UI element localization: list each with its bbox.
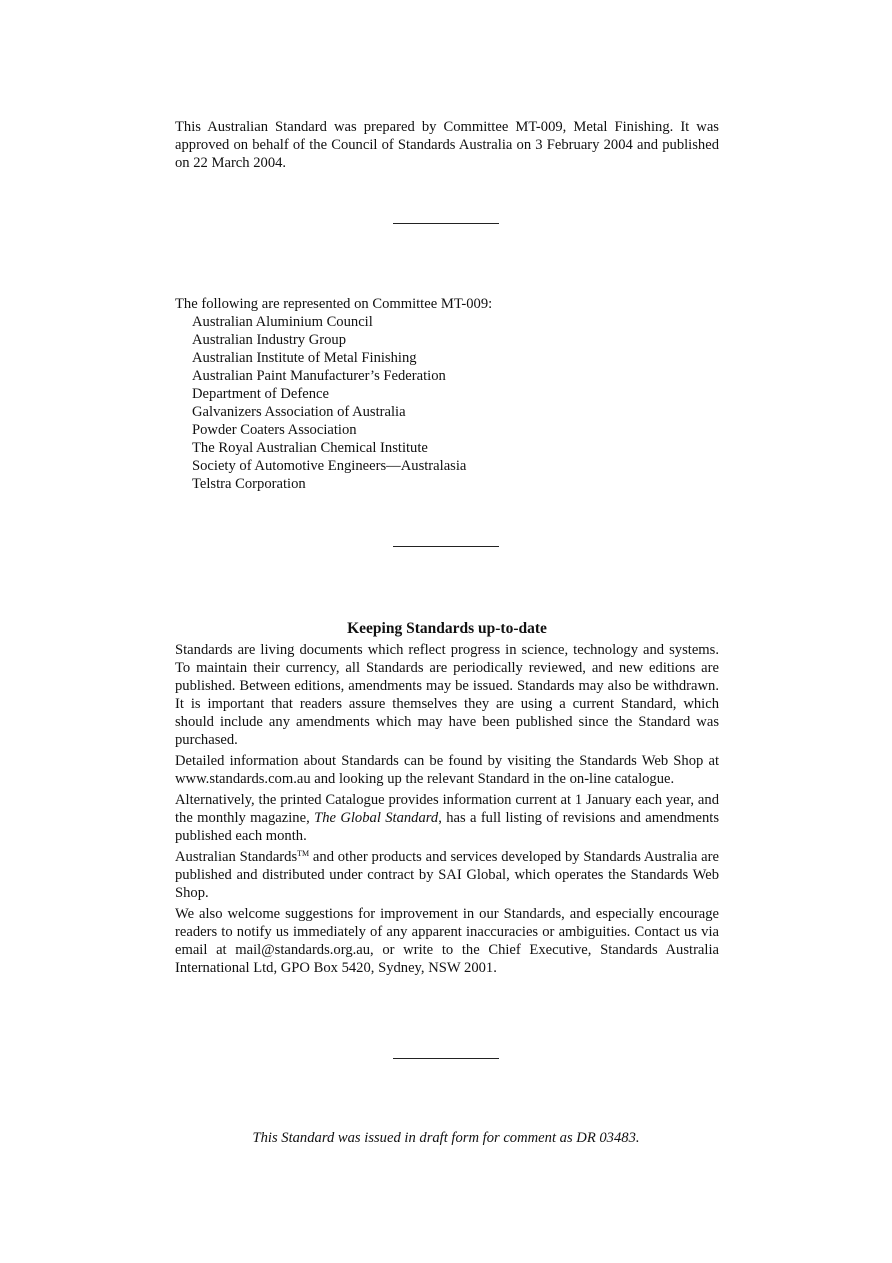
paragraph-text: Australian Standards: [175, 849, 298, 865]
paragraph: Standards are living documents which reflect progress in science, technology and systems. To maintain their currency, all Standards are periodically reviewed, and new editions are published. Between editions, amendments may be issued. Standards may also be withdrawn. It is important that readers assure themselves they are using a current Standard, which should include any amendments which may have been published since the Standard was purchased.: [175, 642, 719, 748]
committee-member: Society of Automotive Engineers—Australasia: [192, 458, 467, 474]
committee-member: Australian Paint Manufacturer’s Federation: [192, 368, 446, 384]
paragraph: [175, 848, 719, 902]
paragraph: [175, 791, 719, 845]
section-heading: Keeping Standards up-to-date: [347, 620, 547, 637]
committee-member: The Royal Australian Chemical Institute: [192, 440, 428, 456]
divider-rule: [393, 1058, 499, 1059]
keeping-standards-section: [175, 619, 719, 977]
committee-member: Australian Aluminium Council: [192, 314, 373, 330]
paragraph: We also welcome suggestions for improvement in our Standards, and especially encourage readers to notify us immediately of any apparent inaccuracies or ambiguities. Contact us via email at mail@standards.org.au, or write to the Chief Executive, Standards Australia International Ltd, GPO Box 5420, Sydney, NSW 2001.: [175, 906, 719, 976]
committee-member: Powder Coaters Association: [192, 422, 357, 438]
committee-section: [175, 295, 719, 493]
magazine-title: The Global Standard: [314, 810, 439, 826]
committee-intro: The following are represented on Committee MT-009:: [175, 296, 493, 312]
paragraph-text: and other products and services developed by Standards Australia are published and distributed under contract by SAI Global, which operates the Standards Web Shop.: [175, 849, 720, 901]
committee-member-list: [175, 313, 719, 493]
approval-statement: This Australian Standard was prepared by Committee MT-009, Metal Finishing. It was approved on behalf of the Council of Standards Australia on 3 February 2004 and published on 22 March 2004.: [175, 119, 719, 171]
divider-rule: [393, 223, 499, 224]
committee-member: Galvanizers Association of Australia: [192, 404, 406, 420]
committee-member: Department of Defence: [192, 386, 329, 402]
paragraph-text: Alternatively, the printed Catalogue provides information current at 1 January each year, and the monthly magazine,: [175, 792, 719, 826]
draft-note: This Standard was issued in draft form for comment as DR 03483.: [252, 1130, 640, 1146]
divider-rule: [393, 546, 499, 547]
trademark-mark: TM: [297, 849, 310, 858]
committee-member: Australian Institute of Metal Finishing: [192, 350, 417, 366]
committee-member: Telstra Corporation: [192, 476, 306, 492]
paragraph: Detailed information about Standards can be found by visiting the Standards Web Shop at www.standards.com.au and looking up the relevant Standard in the on-line catalogue.: [175, 753, 719, 787]
committee-member: Australian Industry Group: [192, 332, 347, 348]
paragraph-text: , has a full listing of revisions and amendments published each month.: [175, 810, 720, 844]
